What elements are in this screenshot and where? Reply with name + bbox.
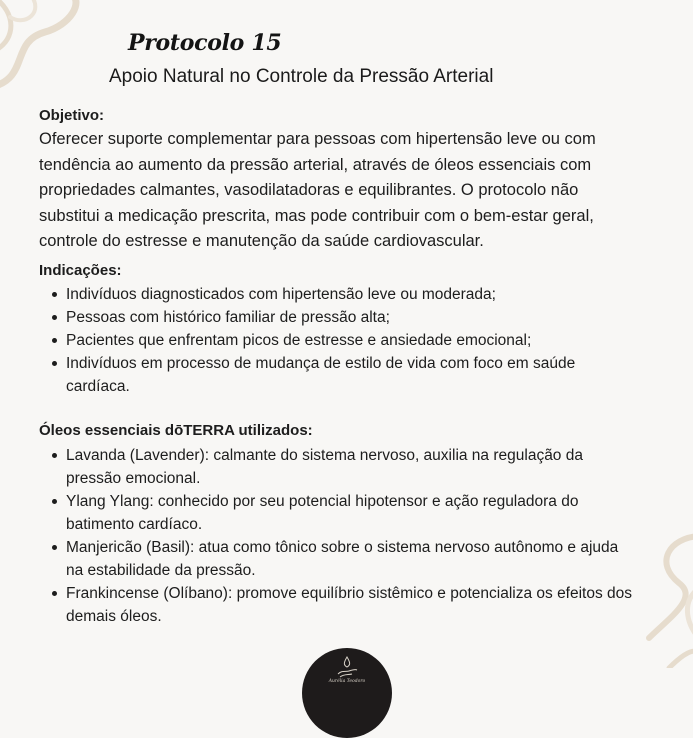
list-item: Pacientes que enfrentam picos de estresse e ansiedade emocional; <box>66 329 639 352</box>
list-item: Pessoas com histórico familiar de pressão alta; <box>66 306 639 329</box>
list-item: Lavanda (Lavender): calmante do sistema nervoso, auxilia na regulação da pressão emocional. <box>66 444 639 490</box>
logo-text: Aurélia Teodoro <box>328 679 366 684</box>
objective-text: Oferecer suporte complementar para pessoas com hipertensão leve ou com tendência ao aumento da pressão arterial, através de óleos essenciais com propriedades calmantes, vasodilatadoras e equilibrantes. O protocolo não substitui a medicação prescrita, mas pode contribuir com o bem-estar geral, controle do estresse e manutenção da saúde cardiovascular. <box>39 130 596 250</box>
decorative-swirl-bottom-right <box>639 528 693 668</box>
objective-heading: Objetivo: <box>39 107 105 124</box>
list-item: Frankincense (Olíbano): promove equilíbrio sistêmico e potencializa os efeitos dos demais óleos. <box>66 582 639 628</box>
list-item: Ylang Ylang: conhecido por seu potencial hipotensor e ação reguladora do batimento cardíaco. <box>66 490 639 536</box>
oils-list <box>39 444 639 628</box>
page-subtitle: Apoio Natural no Controle da Pressão Arterial <box>109 66 494 87</box>
list-item: Indivíduos diagnosticados com hipertensão leve ou moderada; <box>66 283 639 306</box>
hand-drop-logo-icon <box>336 656 358 678</box>
brand-logo <box>302 648 392 738</box>
protocol-content <box>39 106 639 628</box>
indications-list <box>39 283 639 398</box>
list-item: Manjericão (Basil): atua como tônico sobre o sistema nervoso autônomo e ajuda na estabilidade da pressão. <box>66 536 639 582</box>
oils-heading: Óleos essenciais dōTERRA utilizados: <box>39 421 313 439</box>
list-item: Indivíduos em processo de mudança de estilo de vida com foco em saúde cardíaca. <box>66 352 639 398</box>
page-title: Protocolo 15 <box>128 30 282 56</box>
indications-heading: Indicações: <box>39 261 122 279</box>
decorative-swirl-top-left <box>0 0 100 97</box>
